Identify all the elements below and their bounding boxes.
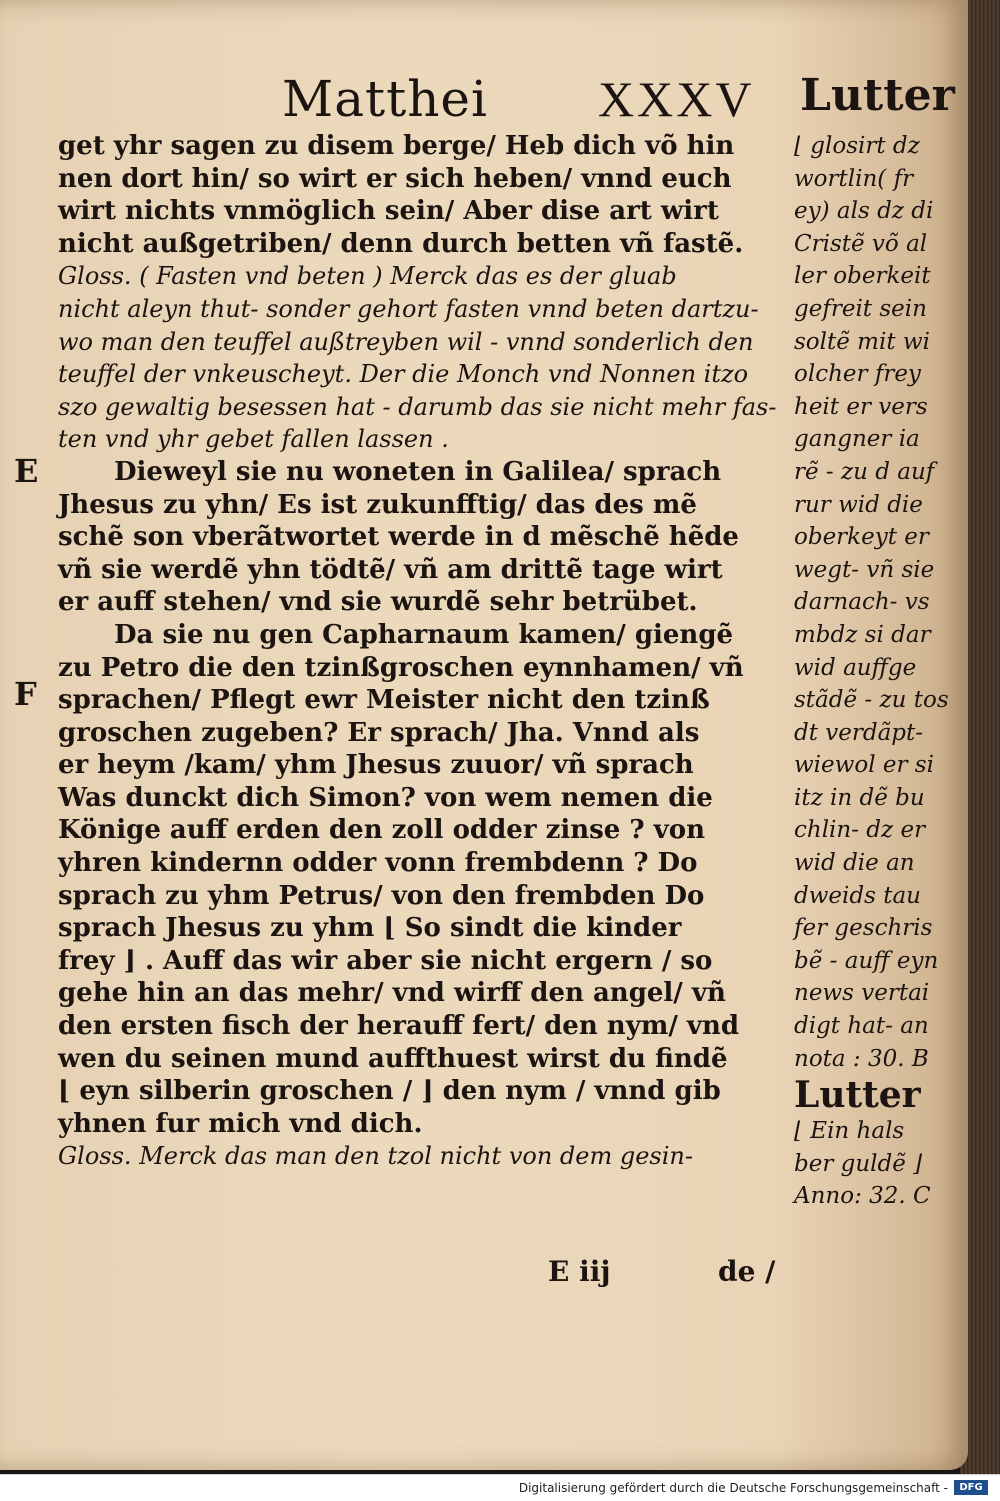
text-line: zu Petro die den tzinßgroschen eynnhamen/ vñ — [58, 652, 744, 683]
margin-line: dweids tau — [794, 882, 921, 909]
margin-line: fer geschris — [794, 915, 933, 942]
text-line: vñ sie werdẽ yhn tödtẽ/ vñ am drittẽ tage wirt — [58, 554, 723, 585]
margin-line: mbdz si dar — [794, 621, 931, 648]
catchword: de / — [718, 1255, 776, 1288]
text-line: sprach zu yhm Petrus/ von den frembden Do — [58, 880, 705, 911]
margin-line: wegt- vñ sie — [794, 556, 935, 583]
gloss-line: ten vnd yhr gebet fallen lassen . — [58, 425, 449, 454]
text-line: nen dort hin/ so wirt er sich heben/ vnnd euch — [58, 163, 732, 194]
margin-line: ⌊ Ein hals — [794, 1118, 905, 1145]
text-line: schẽ son vberãtwortet werde in d mẽschẽ hẽde — [58, 522, 739, 553]
gloss-line: wo man den teuffel außtreyben wil - vnnd sonderlich den — [58, 327, 754, 356]
margin-line: ler oberkeit — [794, 263, 931, 290]
margin-line: gefreit sein — [794, 295, 927, 322]
margin-line: Anno: 32. C — [794, 1183, 931, 1210]
text-line: ⌊ eyn silberin groschen / ⌋ den nym / vnnd gib — [58, 1076, 721, 1107]
text-line: Was dunckt dich Simon? von wem nemen die — [58, 782, 713, 813]
margin-line: ⌊ glosirt dz — [794, 133, 920, 159]
text-line: nicht außgetriben/ denn durch betten vñ fastẽ. — [58, 228, 744, 259]
margin-line: bẽ - auff eyn — [794, 947, 939, 974]
text-line: Könige auff erden den zoll odder zinse ? von — [58, 815, 705, 846]
margin-line: wiewol er si — [794, 752, 934, 779]
text-line: yhnen fur mich vnd dich. — [58, 1108, 423, 1139]
text-line: Da sie nu gen Capharnaum kamen/ giengẽ — [114, 619, 734, 650]
main-text-column — [58, 130, 778, 1173]
margin-line: stãdẽ - zu tos — [794, 687, 949, 714]
gloss-line: teuffel der vnkeuscheyt. Der die Monch vnd Nonnen itzo — [58, 360, 749, 389]
margin-line: olcher frey — [794, 361, 921, 388]
text-line: get yhr sagen zu disem berge/ Heb dich võ hin — [58, 131, 735, 161]
gloss-line: Gloss. Merck das man den tzol nicht von dem gesin- — [58, 1142, 693, 1171]
dfg-logo: DFG — [954, 1480, 988, 1495]
gloss-line: nicht aleyn thut- sonder gehort fasten vnnd beten dartzu- — [58, 294, 759, 323]
margin-heading: Lutter — [800, 70, 955, 121]
text-line: sprachen/ Pflegt ewr Meister nicht den tzinß — [58, 685, 710, 716]
text-line: wen du seinen mund auffthuest wirst du findẽ — [58, 1043, 728, 1074]
running-title: Matthei — [282, 70, 488, 128]
text-line: den ersten fisch der herauff fert/ den nym/ vnd — [58, 1011, 740, 1042]
margin-line: news vertai — [794, 980, 930, 1007]
section-mark-f: F — [14, 675, 37, 713]
dfg-credit: Digitalisierung gefördert durch die Deutsche Forschungsgemeinschaft - — [518, 1481, 948, 1495]
marginal-notes — [794, 130, 958, 1213]
margin-line: chlin- dz er — [794, 817, 926, 844]
margin-line: Cristẽ võ al — [794, 230, 928, 257]
text-line: Dieweyl sie nu woneten in Galilea/ sprach — [114, 456, 722, 487]
text-line: er auff stehen/ vnd sie wurdẽ sehr betrübet. — [58, 587, 698, 618]
text-line: yhren kindernn odder vonn frembdenn ? Do — [58, 848, 698, 879]
margin-line: ber guldẽ ⌋ — [794, 1150, 923, 1177]
margin-line: gangner ia — [794, 426, 920, 453]
margin-line: heit er vers — [794, 393, 928, 420]
margin-heading-lutter: Lutter — [794, 1074, 921, 1117]
signature-mark: E iij — [548, 1255, 611, 1288]
gloss-line: Gloss. ( Fasten vnd beten ) Merck das es der gluab — [58, 262, 677, 291]
folio-number: XXXV — [598, 71, 755, 127]
margin-line: darnach- vs — [794, 589, 930, 616]
margin-line: digt hat- an — [794, 1013, 929, 1040]
text-line: groschen zugeben? Er sprach/ Jha. Vnnd als — [58, 717, 700, 748]
margin-line: wid auffge — [794, 654, 917, 681]
margin-line: nota : 30. B — [794, 1045, 929, 1072]
section-mark-e: E — [14, 452, 39, 490]
text-line: Jhesus zu yhn/ Es ist zukunfftig/ das des mẽ — [58, 489, 697, 520]
margin-line: ey) als dz di — [794, 198, 934, 225]
margin-line: rur wid die — [794, 491, 923, 518]
margin-line: itz in dẽ bu — [794, 784, 925, 811]
text-line: wirt nichts vnmöglich sein/ Aber dise art wirt — [58, 196, 719, 227]
text-line: sprach Jhesus zu yhm ⌊ So sindt die kinder — [58, 913, 682, 944]
margin-line: dt verdãpt- — [794, 719, 924, 746]
margin-line: oberkeyt er — [794, 524, 929, 551]
text-line: er heym /kam/ yhm Jhesus zuuor/ vñ sprach — [58, 750, 694, 781]
text-line: frey ⌋ . Auff das wir aber sie nicht ergern / so — [58, 945, 713, 976]
footer-bar — [0, 1474, 1000, 1501]
margin-line: wid die an — [794, 850, 915, 877]
gloss-line: szo gewaltig besessen hat - darumb das sie nicht mehr fas- — [58, 392, 777, 421]
text-line: gehe hin an das mehr/ vnd wirff den angel/ vñ — [58, 978, 726, 1009]
margin-line: wortlin( fr — [794, 165, 914, 192]
margin-line: soltẽ mit wi — [794, 328, 930, 355]
margin-line: rẽ - zu d auf — [794, 458, 935, 485]
